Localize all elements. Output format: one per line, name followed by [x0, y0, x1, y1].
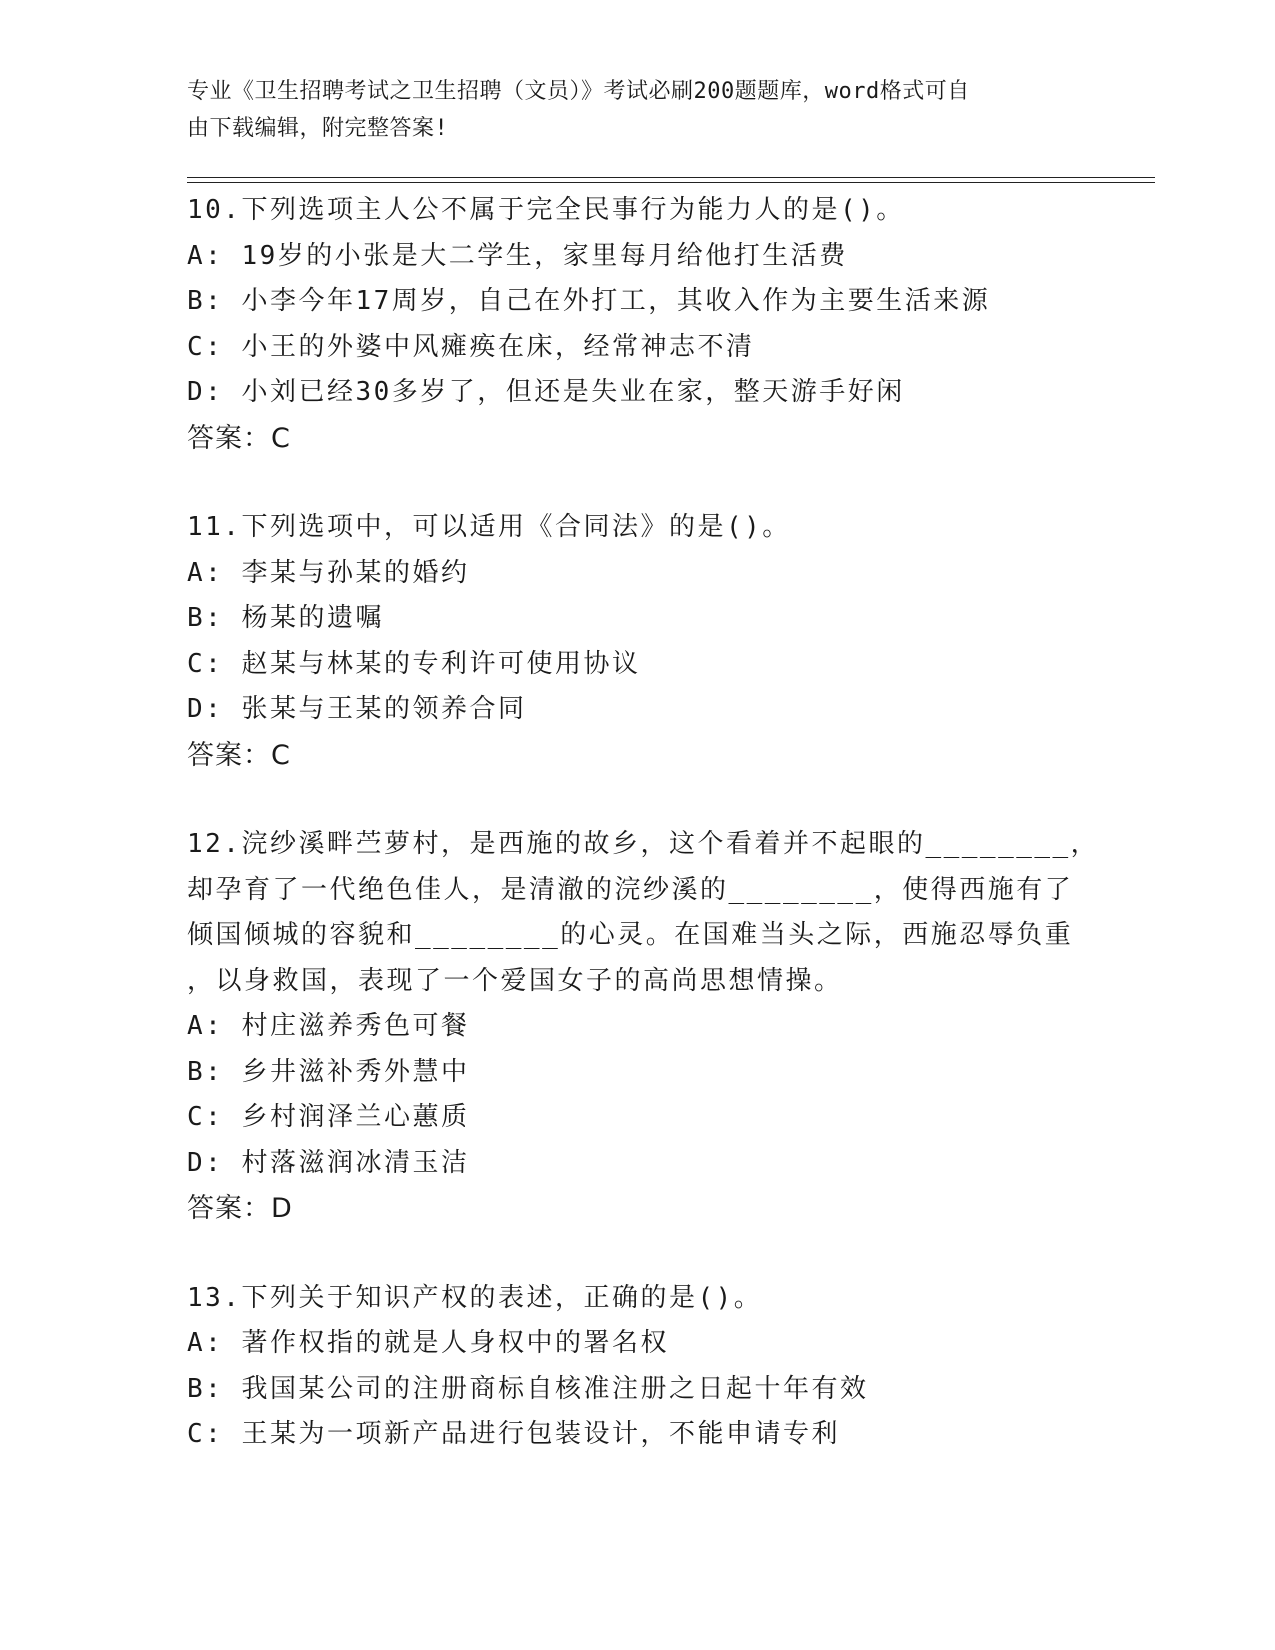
- question-11: [187, 505, 1087, 778]
- header-line-2: 由下载编辑，附完整答案!: [187, 116, 449, 141]
- header-divider-bottom: [187, 182, 1155, 183]
- option-a: A: 村庄滋养秀色可餐: [187, 1011, 470, 1041]
- question-13: [187, 1276, 1087, 1458]
- option-b: B: 杨某的遗嘱: [187, 603, 384, 633]
- option-c: C: 乡村润泽兰心蕙质: [187, 1102, 470, 1132]
- answer-label: 答案：D: [187, 1193, 293, 1224]
- question-list: [187, 188, 1100, 1502]
- option-b: B: 我国某公司的注册商标自核准注册之日起十年有效: [187, 1373, 869, 1404]
- option-a: A: 李某与孙某的婚约: [187, 557, 470, 588]
- option-c: C: 小王的外婆中风瘫痪在床，经常神志不清: [187, 331, 755, 362]
- question-stem-line-1: 12.浣纱溪畔苎萝村，是西施的故乡，这个看着并不起眼的________，: [187, 829, 1100, 859]
- option-c: C: 王某为一项新产品进行包装设计，不能申请专利: [187, 1419, 840, 1449]
- question-stem: 11.下列选项中，可以适用《合同法》的是()。: [187, 512, 791, 542]
- question-stem: 13.下列关于知识产权的表述，正确的是()。: [187, 1282, 763, 1313]
- answer-label: 答案：C: [187, 422, 291, 454]
- option-b: B: 小李今年17周岁，自己在外打工，其收入作为主要生活来源: [187, 286, 991, 316]
- question-12: [187, 822, 1100, 1232]
- question-stem: 10.下列选项主人公不属于完全民事行为能力人的是()。: [187, 195, 905, 225]
- option-c: C: 赵某与林某的专利许可使用协议: [187, 648, 641, 679]
- option-a: A: 19岁的小张是大二学生，家里每月给他打生活费: [187, 240, 848, 271]
- option-d: D: 张某与王某的领养合同: [187, 694, 527, 724]
- question-stem-line-2: 却孕育了一代绝色佳人，是清澈的浣纱溪的________，使得西施有了: [187, 874, 1074, 905]
- option-d: D: 小刘已经30多岁了，但还是失业在家，整天游手好闲: [187, 377, 905, 407]
- option-b: B: 乡井滋补秀外慧中: [187, 1056, 470, 1087]
- header-line-1: 专业《卫生招聘考试之卫生招聘（文员）》考试必刷200题题库，word格式可自: [187, 79, 970, 104]
- option-d: D: 村落滋润冰清玉洁: [187, 1147, 470, 1178]
- question-10: [187, 188, 1087, 461]
- question-stem-line-3: 倾国倾城的容貌和________的心灵。在国难当头之际，西施忍辱负重: [187, 920, 1074, 950]
- question-stem-line-4: ，以身救国，表现了一个爱国女子的高尚思想情操。: [187, 965, 843, 996]
- option-a: A: 著作权指的就是人身权中的署名权: [187, 1328, 669, 1358]
- answer-label: 答案：C: [187, 739, 291, 771]
- header-divider-top: [187, 177, 1155, 178]
- document-header: [187, 73, 1067, 147]
